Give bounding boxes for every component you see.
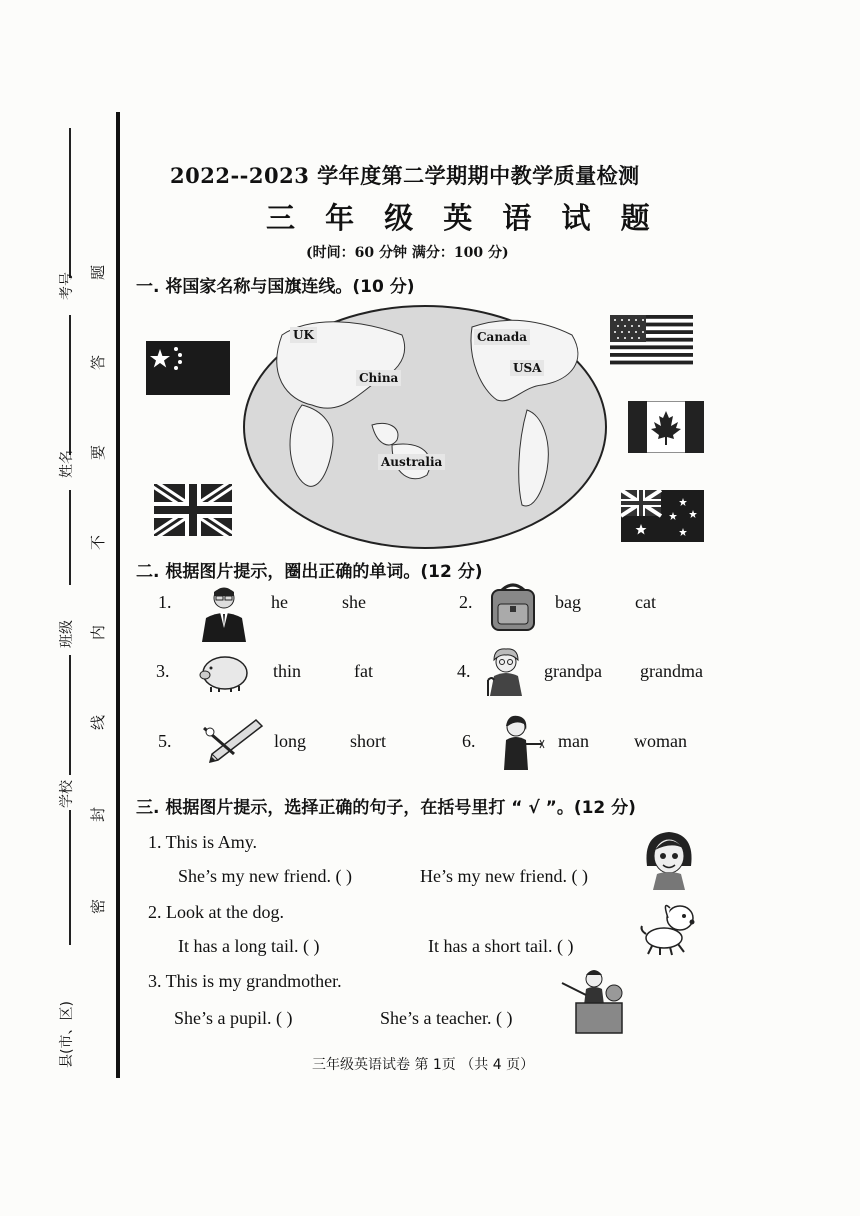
seal-char: 线 xyxy=(89,714,108,731)
seal-char: 封 xyxy=(89,806,108,823)
word-option[interactable]: woman xyxy=(634,731,687,751)
map-label-usa[interactable]: USA xyxy=(510,360,544,376)
china-flag-icon[interactable] xyxy=(146,341,230,395)
seal-char: 密 xyxy=(89,898,108,915)
sentence-option[interactable]: He’s my new friend. ( ) xyxy=(420,866,588,886)
item-number: 4. xyxy=(457,661,471,681)
item-number: 1. xyxy=(158,592,172,612)
woman-icon xyxy=(496,714,546,770)
word-option[interactable]: bag xyxy=(555,592,581,612)
page-footer: 三年级英语试卷 第 1页 （共 4 页） xyxy=(312,1057,535,1073)
word-option[interactable]: cat xyxy=(635,592,656,612)
map-label-australia[interactable]: Australia xyxy=(378,454,445,470)
grandma-icon xyxy=(482,646,528,696)
dog-icon xyxy=(638,898,704,958)
item-number: 2. xyxy=(459,592,473,612)
seal-char: 题 xyxy=(89,264,108,281)
question-prompt: 1. This is Amy. xyxy=(148,832,258,852)
sentence-option[interactable]: It has a short tail. ( ) xyxy=(428,936,574,956)
man-in-suit-icon xyxy=(198,584,250,642)
section2-heading: 二. 根据图片提示，圈出正确的单词。(12 分) xyxy=(136,562,483,582)
seal-char: 内 xyxy=(89,624,108,641)
county-label: 县(市、区) xyxy=(59,1001,75,1068)
binding-margin-rule xyxy=(116,112,120,1078)
word-option[interactable]: long xyxy=(274,731,307,751)
exam-info: (时间：60 分钟 满分：100 分) xyxy=(306,245,509,261)
item-number: 6. xyxy=(462,731,476,751)
exam-no-line xyxy=(69,128,71,278)
teacher-icon xyxy=(558,965,628,1035)
exam-no-label: 考号 xyxy=(59,272,75,300)
pencil-icon xyxy=(200,716,264,764)
school-line xyxy=(69,655,71,775)
sentence-option[interactable]: It has a long tail. ( ) xyxy=(178,936,320,956)
sentence-option[interactable]: She’s a teacher. ( ) xyxy=(380,1008,513,1028)
exam-title: 2022--2023 学年度第二学期期中教学质量检测 xyxy=(170,163,640,188)
uk-flag-icon[interactable] xyxy=(154,484,232,536)
question-prompt: 2. Look at the dog. xyxy=(148,902,284,922)
australia-flag-icon[interactable] xyxy=(621,490,704,542)
word-option[interactable]: thin xyxy=(273,661,302,681)
schoolbag-icon xyxy=(488,580,538,632)
item-number: 5. xyxy=(158,731,172,751)
map-label-canada[interactable]: Canada xyxy=(474,329,530,345)
word-option[interactable]: man xyxy=(558,731,589,751)
word-option[interactable]: she xyxy=(342,592,366,612)
question-prompt: 3. This is my grandmother. xyxy=(148,971,342,991)
canada-flag-icon[interactable] xyxy=(628,401,704,453)
seal-char: 不 xyxy=(89,534,108,551)
word-option[interactable]: grandma xyxy=(640,661,703,681)
map-label-uk[interactable]: UK xyxy=(290,327,317,343)
class-line xyxy=(69,490,71,585)
school-label: 学校 xyxy=(59,780,75,808)
map-label-china[interactable]: China xyxy=(356,370,401,386)
exam-subject-title: 三 年 级 英 语 试 题 xyxy=(266,201,660,235)
fat-pig-icon xyxy=(197,651,249,693)
girl-icon xyxy=(641,826,697,890)
class-label: 班级 xyxy=(59,620,75,648)
word-option[interactable]: fat xyxy=(354,661,373,681)
section3-heading: 三. 根据图片提示，选择正确的句子，在括号里打 “ √ ”。(12 分) xyxy=(136,798,636,818)
usa-flag-icon[interactable] xyxy=(610,315,693,365)
word-option[interactable]: grandpa xyxy=(544,661,602,681)
sentence-option[interactable]: She’s my new friend. ( ) xyxy=(178,866,352,886)
item-number: 3. xyxy=(156,661,170,681)
word-option[interactable]: short xyxy=(350,731,386,751)
name-line xyxy=(69,315,71,455)
seal-char: 答 xyxy=(89,354,108,371)
world-map xyxy=(242,305,608,549)
section1-heading: 一. 将国家名称与国旗连线。(10 分) xyxy=(136,277,415,297)
county-line xyxy=(69,810,71,945)
seal-char: 要 xyxy=(89,444,108,461)
sentence-option[interactable]: She’s a pupil. ( ) xyxy=(174,1008,293,1028)
word-option[interactable]: he xyxy=(271,592,288,612)
name-label: 姓名 xyxy=(59,450,75,478)
